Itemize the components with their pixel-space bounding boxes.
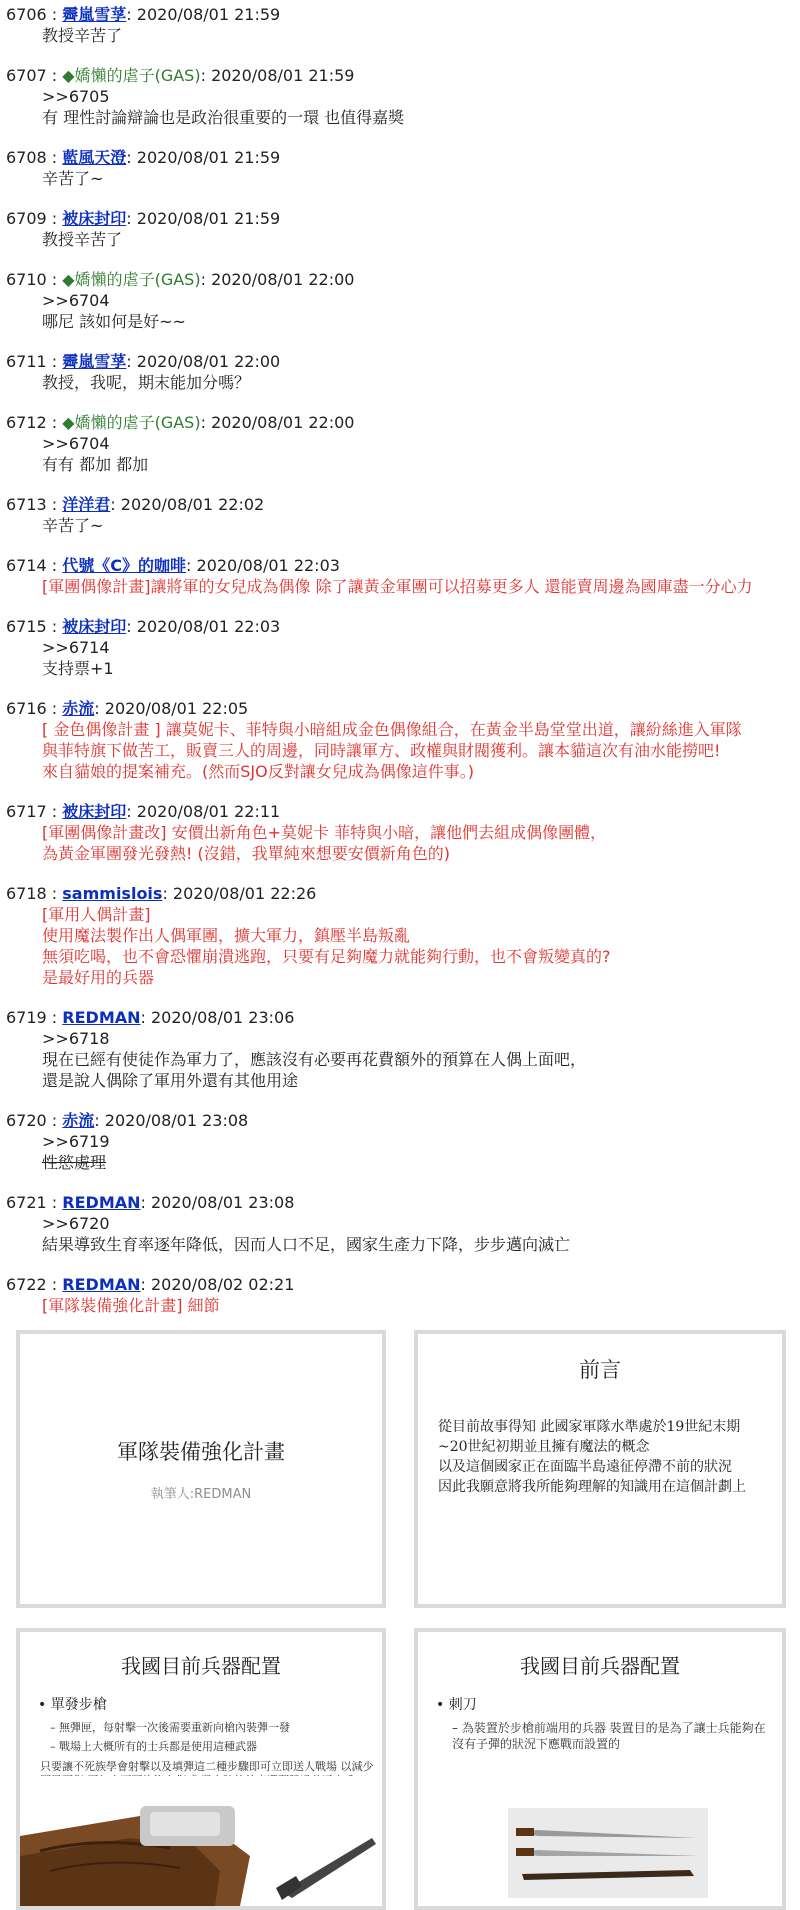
author-name[interactable]: 藍風天澄	[62, 148, 127, 167]
slide-title: 前言	[579, 1358, 621, 1382]
slide-title: 軍隊裝備強化計畫	[117, 1440, 285, 1464]
slide-paragraph: 因此我願意將我所能夠理解的知識用在這個計劃上	[438, 1479, 746, 1495]
post-header: 6714 : 代號《C》的咖啡: 2020/08/01 22:03	[6, 556, 340, 575]
post-text-line: 教授辛苦了	[42, 230, 123, 249]
post	[6, 801, 800, 864]
post-body	[6, 433, 800, 475]
post-text-line: 現在已經有使徒作為軍力了，應該沒有必要再花費額外的預算在人偶上面吧，	[42, 1050, 587, 1069]
post	[6, 1110, 800, 1173]
post-header: 6719 : REDMAN: 2020/08/01 23:06	[6, 1008, 295, 1027]
post-number: 6721	[6, 1193, 47, 1212]
post-header: 6721 : REDMAN: 2020/08/01 23:08	[6, 1193, 295, 1212]
post-text-line: 支持票+1	[42, 659, 114, 678]
post-header: 6712 : ◆嬌懶的虐子(GAS): 2020/08/01 22:00	[6, 413, 355, 432]
author-name[interactable]: 被床封印	[62, 209, 127, 228]
post-body	[6, 1213, 800, 1255]
post-timestamp: 2020/08/01 22:00	[211, 413, 355, 432]
post-body	[6, 904, 800, 988]
slide-paragraph: 以及這個國家正在面臨半島遠征停滯不前的狀況	[438, 1459, 732, 1475]
reply-reference: >>6719	[42, 1132, 110, 1151]
slide-paragraph: 從目前故事得知 此國家軍隊水準處於19世紀末期~20世紀初期並且擁有魔法的概念	[438, 1419, 741, 1455]
reply-reference: >>6704	[42, 291, 110, 310]
post	[6, 208, 800, 250]
post-number: 6709	[6, 209, 47, 228]
post-text-line: 教授，我呢，期末能加分嗎？	[42, 373, 251, 392]
slide-weapons-bayonet	[414, 1628, 786, 1910]
slide-sub-bullet: – 無彈匣，每射擊一次後需要重新向槍內裝彈一發	[50, 1721, 290, 1734]
post-number: 6715	[6, 617, 47, 636]
post-body	[6, 86, 800, 128]
post-header: 6708 : 藍風天澄: 2020/08/01 21:59	[6, 148, 281, 167]
post-body	[6, 1295, 800, 1316]
post-body	[6, 372, 800, 393]
slide-sub-bullet: – 戰場上大概所有的士兵都是使用這種武器	[50, 1740, 257, 1753]
post	[6, 147, 800, 189]
post	[6, 351, 800, 393]
slide-bullet: • 單發步槍	[38, 1697, 107, 1713]
post-number: 6713	[6, 495, 47, 514]
post	[6, 698, 800, 782]
post-number: 6708	[6, 148, 47, 167]
post	[6, 616, 800, 679]
reply-reference: >>6718	[42, 1029, 110, 1048]
author-name[interactable]: 赤流	[62, 699, 95, 718]
post-text-line: 有 理性討論辯論也是政治很重要的一環 也值得嘉獎	[42, 108, 405, 127]
post-timestamp: 2020/08/01 21:59	[136, 209, 281, 228]
author-name: ◆嬌懶的虐子(GAS)	[62, 66, 201, 85]
post	[6, 1274, 800, 1316]
post	[6, 1007, 800, 1091]
post-timestamp: 2020/08/01 21:59	[211, 66, 355, 85]
post-body	[6, 168, 800, 189]
post-number: 6714	[6, 556, 47, 575]
bayonet-image	[508, 1808, 708, 1898]
slide-sub-bullet: – 為裝置於步槍前端用的兵器 裝置目的是為了讓士兵能夠在沒有子彈的狀況下應戰而設置的	[452, 1721, 766, 1751]
post-body	[6, 576, 800, 597]
post-text-line: [軍團偶像計畫改] 安價出新角色+莫妮卡 菲特與小暗，讓他們去組成偶像團體，	[42, 823, 607, 842]
post	[6, 65, 800, 128]
author-name: ◆嬌懶的虐子(GAS)	[62, 413, 201, 432]
post-number: 6720	[6, 1111, 47, 1130]
slide-title: 我國目前兵器配置	[520, 1654, 680, 1678]
post-timestamp: 2020/08/01 21:59	[136, 5, 281, 24]
post-header: 6710 : ◆嬌懶的虐子(GAS): 2020/08/01 22:00	[6, 270, 355, 289]
post-text-line: 結果導致生育率逐年降低，因而人口不足，國家生產力下降，步步邁向滅亡	[42, 1235, 571, 1254]
post-text-line: 與菲特旗下做苦工，販賣三人的周邊，同時讓軍方、政權與財閥獲利。讓本貓這次有油水能撈吧!	[42, 741, 721, 760]
post	[6, 4, 800, 46]
post-timestamp: 2020/08/01 23:06	[151, 1008, 295, 1027]
post-text-line: 性慾處理	[42, 1153, 107, 1172]
post-header: 6707 : ◆嬌懶的虐子(GAS): 2020/08/01 21:59	[6, 66, 355, 85]
post-body	[6, 290, 800, 332]
post-text-line: [軍隊裝備強化計畫] 細節	[42, 1296, 220, 1315]
slide-bullet: • 刺刀	[436, 1697, 477, 1713]
post-text-line: 教授辛苦了	[42, 26, 123, 45]
reply-reference: >>6714	[42, 638, 110, 657]
post-body	[6, 1131, 800, 1173]
post-text-line: 為黃金軍團發光發熱! (沒錯，我單純來想要安價新角色的)	[42, 844, 450, 863]
post-timestamp: 2020/08/01 23:08	[104, 1111, 249, 1130]
post-header: 6715 : 被床封印: 2020/08/01 22:03	[6, 617, 281, 636]
post-text-line: 無須吃喝，也不會恐懼崩潰逃跑，只要有足夠魔力就能夠行動，也不會叛變真的?	[42, 947, 611, 966]
slide-grid	[16, 1330, 786, 1910]
post-timestamp: 2020/08/01 22:03	[136, 617, 281, 636]
slide-preface	[414, 1330, 786, 1608]
author-name[interactable]: 霽嵐雪莩	[62, 5, 127, 24]
slide-note: 只要讓不死族學會射擊以及填彈這二種步驟即可立即送人戰場 以減少	[40, 1760, 374, 1773]
post-timestamp: 2020/08/01 23:08	[151, 1193, 295, 1212]
post	[6, 494, 800, 536]
post-text-line: 是最好用的兵器	[42, 968, 155, 987]
post	[6, 883, 800, 988]
post-header: 6720 : 赤流: 2020/08/01 23:08	[6, 1111, 249, 1130]
post	[6, 412, 800, 475]
post-text-line: 哪尼 該如何是好~~	[42, 312, 186, 331]
post-number: 6706	[6, 5, 47, 24]
post-body	[6, 1028, 800, 1091]
post-number: 6722	[6, 1275, 47, 1294]
post-timestamp: 2020/08/01 22:00	[211, 270, 355, 289]
reply-reference: >>6705	[42, 87, 110, 106]
author-name[interactable]: 被床封印	[62, 802, 127, 821]
post-text-line: [ 金色偶像計畫 ] 讓莫妮卡、菲特與小暗組成金色偶像組合，在黃金半島堂堂出道，讓紛絲進入軍隊	[42, 720, 742, 739]
author-name[interactable]: 洋洋君	[62, 495, 111, 514]
post-header: 6713 : 洋洋君: 2020/08/01 22:02	[6, 495, 265, 514]
post-text-line: 辛苦了~	[42, 516, 104, 535]
post-timestamp: 2020/08/01 22:26	[172, 884, 317, 903]
author-name: ◆嬌懶的虐子(GAS)	[62, 270, 201, 289]
author-name[interactable]: 霽嵐雪莩	[62, 352, 127, 371]
post-header: 6711 : 霽嵐雪莩: 2020/08/01 22:00	[6, 352, 281, 371]
post-timestamp: 2020/08/01 22:00	[136, 352, 281, 371]
post-number: 6707	[6, 66, 47, 85]
author-name[interactable]: REDMAN	[62, 1275, 141, 1294]
slide-title: 我國目前兵器配置	[121, 1654, 281, 1678]
post-body	[6, 229, 800, 250]
post	[6, 555, 800, 597]
author-name[interactable]: 赤流	[62, 1111, 95, 1130]
author-name[interactable]: 代號《C》的咖啡	[62, 556, 187, 575]
post-body	[6, 637, 800, 679]
post-timestamp: 2020/08/01 22:05	[104, 699, 249, 718]
post-number: 6718	[6, 884, 47, 903]
author-name[interactable]: REDMAN	[62, 1008, 141, 1027]
post-header: 6718 : sammislois: 2020/08/01 22:26	[6, 884, 317, 903]
post-timestamp: 2020/08/01 21:59	[136, 148, 281, 167]
post-number: 6710	[6, 270, 47, 289]
post-body	[6, 719, 800, 782]
post-header: 6706 : 霽嵐雪莩: 2020/08/01 21:59	[6, 5, 281, 24]
post-timestamp: 2020/08/02 02:21	[151, 1275, 295, 1294]
post-header: 6717 : 被床封印: 2020/08/01 22:11	[6, 802, 281, 821]
post-body	[6, 822, 800, 864]
author-name[interactable]: REDMAN	[62, 1193, 141, 1212]
slide-author: 執筆人:REDMAN	[150, 1487, 252, 1502]
post-body	[6, 515, 800, 536]
post-text-line: 還是說人偶除了軍用外還有其他用途	[42, 1071, 299, 1090]
reply-reference: >>6704	[42, 434, 110, 453]
author-name[interactable]: 被床封印	[62, 617, 127, 636]
post-text-line: [軍團偶像計畫]讓將軍的女兒成為偶像 除了讓黃金軍團可以招募更多人 還能賣周邊為國庫盡一分心力	[42, 577, 753, 596]
post	[6, 1192, 800, 1255]
post-text-line: 使用魔法製作出人偶軍團，擴大軍力，鎮壓半島叛亂	[42, 926, 411, 945]
post	[6, 269, 800, 332]
post-body	[6, 25, 800, 46]
post-header: 6716 : 赤流: 2020/08/01 22:05	[6, 699, 249, 718]
post-number: 6716	[6, 699, 47, 718]
post-number: 6711	[6, 352, 47, 371]
reply-reference: >>6720	[42, 1214, 110, 1233]
author-name[interactable]: sammislois	[62, 884, 163, 903]
post-text-line: 有有 都加 都加	[42, 455, 149, 474]
post-text-line: [軍用人偶計畫]	[42, 905, 151, 924]
post-number: 6712	[6, 413, 47, 432]
post-header: 6709 : 被床封印: 2020/08/01 21:59	[6, 209, 281, 228]
post-timestamp: 2020/08/01 22:02	[120, 495, 265, 514]
rifle-image	[20, 1776, 382, 1906]
post-text-line: 辛苦了~	[42, 169, 104, 188]
slide-weapons-rifle	[16, 1628, 386, 1910]
slide-cover	[16, 1330, 386, 1608]
post-text-line: 來自貓娘的提案補充。(然而SJO反對讓女兒成為偶像這件事。)	[42, 762, 474, 781]
post-timestamp: 2020/08/01 22:03	[196, 556, 340, 575]
post-number: 6719	[6, 1008, 47, 1027]
post-number: 6717	[6, 802, 47, 821]
post-timestamp: 2020/08/01 22:11	[136, 802, 281, 821]
post-header: 6722 : REDMAN: 2020/08/02 02:21	[6, 1275, 295, 1294]
